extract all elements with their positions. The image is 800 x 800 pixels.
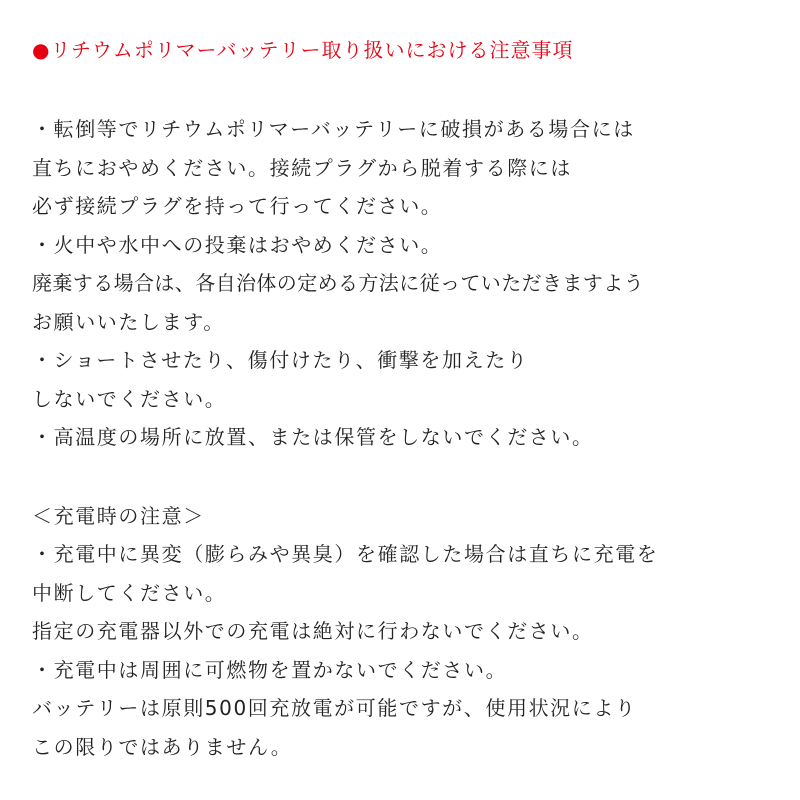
charging-line: この限りではありません。 xyxy=(32,734,293,759)
spacer xyxy=(32,70,792,110)
charging-line: 指定の充電器以外での充電は絶対に行わないでください。 xyxy=(32,619,594,643)
charging-line: ・充電中に異変（膨らみや異臭）を確認した場合は直ちに充電を xyxy=(32,542,659,566)
precaution-line: 直ちにおやめください。接続プラグから脱着する際には xyxy=(32,155,572,180)
charging-line: 中断してください。 xyxy=(32,580,227,605)
precaution-line: ・ショートさせたり、傷付けたり、衝撃を加えたり xyxy=(32,348,529,372)
charging-line: バッテリーは原則500回充放電が可能ですが、使用状況により xyxy=(32,696,637,720)
precaution-line: お願いいたします。 xyxy=(32,309,225,334)
precaution-line: ・高温度の場所に放置、または保管をしないでください。 xyxy=(32,425,594,449)
general-precautions xyxy=(32,110,792,457)
precaution-line: 廃棄する場合は、各自治体の定める方法に従っていただきますよう xyxy=(32,271,644,295)
charging-line: ・充電中は周囲に可燃物を置かないでください。 xyxy=(32,657,508,682)
section-heading: ＜充電時の注意＞ xyxy=(32,503,205,528)
spacer xyxy=(32,457,792,497)
precaution-line: しないでください。 xyxy=(32,386,227,411)
document-body xyxy=(32,30,792,766)
precaution-line: ・転倒等でリチウムポリマーバッテリーに破損がある場合には xyxy=(32,117,635,141)
precaution-line: ・火中や水中への投棄はおやめください。 xyxy=(32,232,443,257)
charging-precautions xyxy=(32,497,792,767)
precaution-line: 必ず接続プラグを持って行ってください。 xyxy=(32,194,443,218)
page-title: ●リチウムポリマーバッテリー取り扱いにおける注意事項 xyxy=(32,38,574,62)
